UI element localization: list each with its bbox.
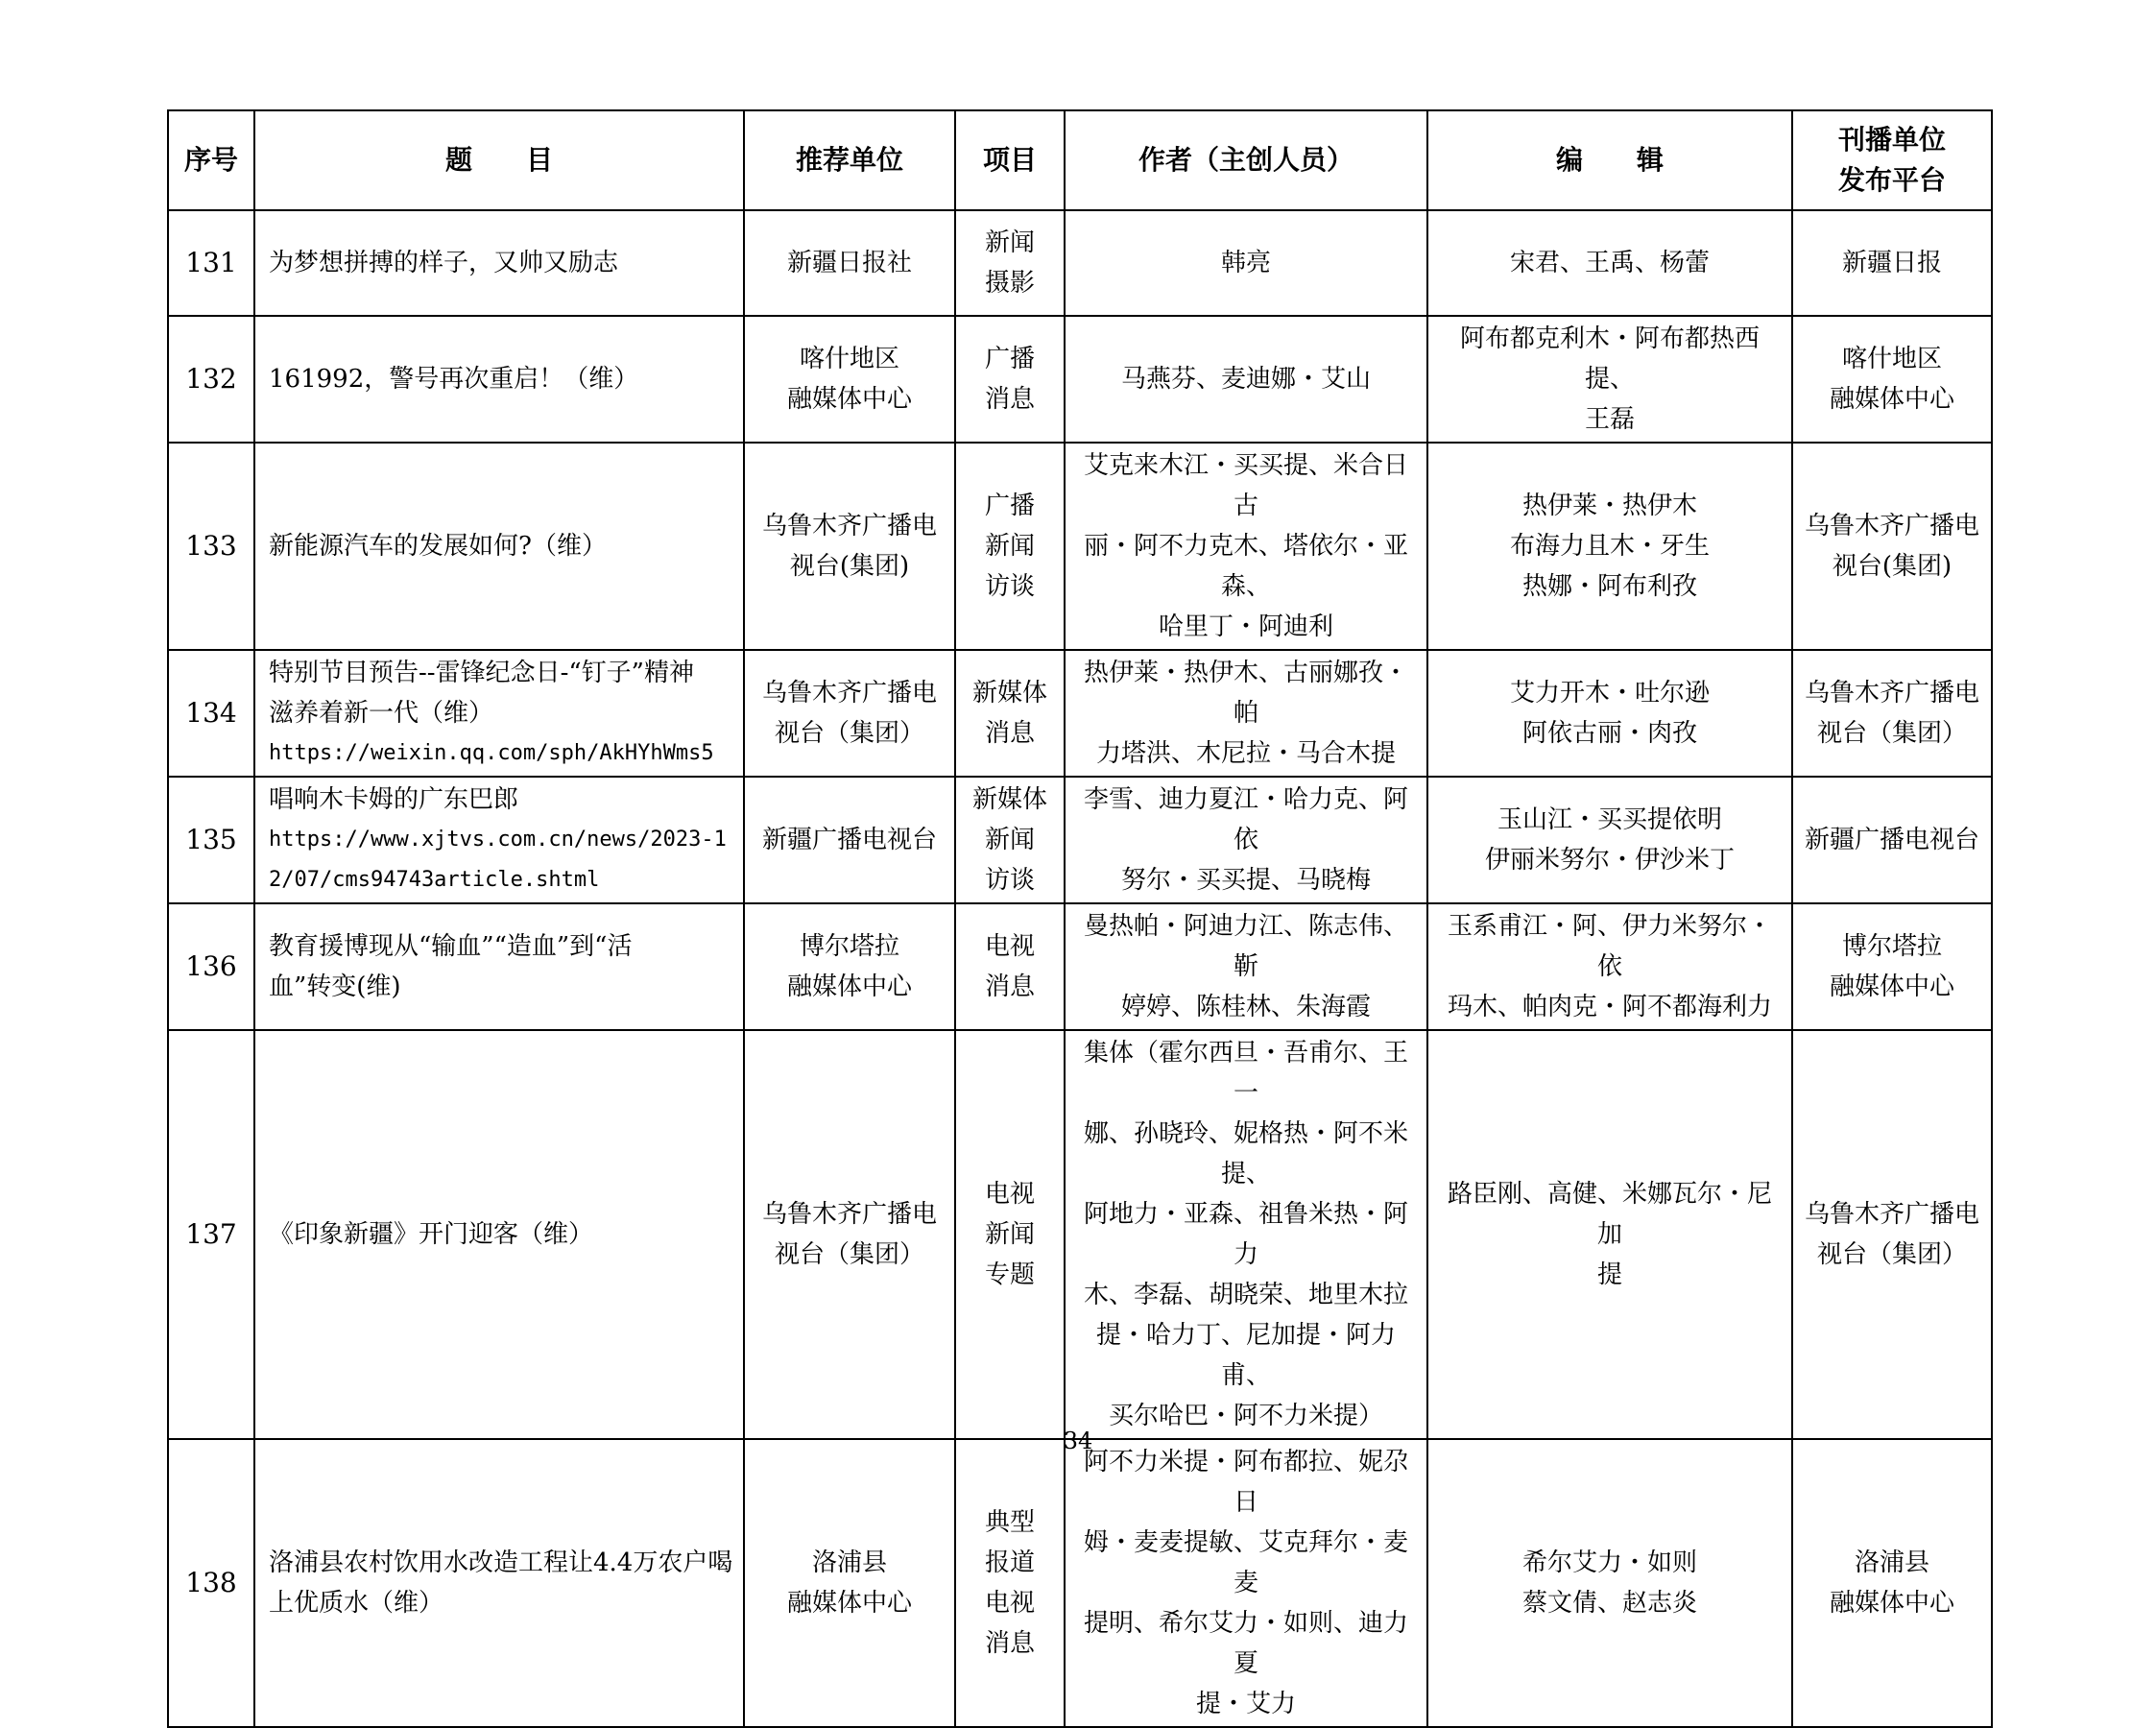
authors-line: 买尔哈巴・阿不力米提） [1108, 1402, 1383, 1430]
cell-publisher [1792, 443, 1992, 650]
cell-publisher [1792, 1030, 1992, 1439]
title-line: 教育援博现从“输血”“造血”到“活 [269, 932, 633, 961]
authors-line: 力塔洪、木尼拉・马合木提 [1095, 739, 1396, 768]
authors-line: 马燕芬、麦迪娜・艾山 [1120, 365, 1371, 394]
title-line: 《印象新疆》开门迎客（维） [269, 1220, 594, 1249]
cell-publisher [1792, 316, 1992, 443]
table-row [168, 1439, 1992, 1727]
publisher-line: 视台(集团) [1832, 552, 1952, 581]
cell-category [955, 316, 1065, 443]
cell-index: 137 [168, 1030, 254, 1439]
publisher-line: 新疆广播电视台 [1804, 826, 1979, 854]
authors-line: 李雪、迪力夏江・哈力克、阿依 [1083, 785, 1408, 854]
title-line: 上优质水（维） [269, 1589, 444, 1618]
recommender-line: 博尔塔拉 [799, 932, 899, 961]
publisher-line: 乌鲁木齐广播电 [1804, 512, 1979, 540]
authors-line: 提明、希尔艾力・如则、迪力夏 [1083, 1609, 1408, 1678]
authors-line: 丽・阿不力克木、塔依尔・亚森、 [1083, 532, 1408, 601]
title-line: 新能源汽车的发展如何?（维） [269, 532, 607, 561]
cell-title [254, 777, 744, 903]
publisher-line: 博尔塔拉 [1841, 932, 1942, 961]
cell-editors [1427, 903, 1792, 1030]
cell-recommender [744, 316, 955, 443]
recommender-line: 视台（集团） [774, 1240, 924, 1269]
cell-publisher [1792, 650, 1992, 777]
cell-authors [1065, 1439, 1427, 1727]
cell-authors [1065, 650, 1427, 777]
publisher-line: 新疆日报 [1841, 249, 1942, 277]
publisher-line: 乌鲁木齐广播电 [1804, 1200, 1979, 1229]
title-url-link[interactable]: https://weixin.qq.com/sph/AkHYhWms5 [269, 741, 714, 765]
cell-index: 134 [168, 650, 254, 777]
title-line: 滋养着新一代（维） [269, 699, 494, 728]
recommender-line: 新疆广播电视台 [761, 826, 937, 854]
header-publisher-line2: 发布平台 [1837, 164, 1946, 196]
header-editors: 编 辑 [1427, 110, 1792, 210]
cell-editors [1427, 443, 1792, 650]
cell-title [254, 316, 744, 443]
editors-line: 王磊 [1584, 405, 1635, 434]
category-line: 新媒体 [971, 785, 1047, 814]
table-row [168, 903, 1992, 1030]
cell-authors [1065, 903, 1427, 1030]
table-row [168, 316, 1992, 443]
category-line: 新闻 [984, 1220, 1035, 1249]
publisher-line: 乌鲁木齐广播电 [1804, 679, 1979, 708]
editors-line: 热伊莱・热伊木 [1521, 492, 1697, 520]
category-line: 电视 [984, 932, 1035, 961]
cell-index: 131 [168, 210, 254, 316]
category-line: 新闻 [984, 826, 1035, 854]
recommender-line: 乌鲁木齐广播电 [761, 679, 937, 708]
cell-authors [1065, 443, 1427, 650]
authors-line: 娜、孙晓玲、妮格热・阿不米提、 [1083, 1119, 1408, 1188]
recommender-line: 新疆日报社 [786, 249, 912, 277]
table-row [168, 1030, 1992, 1439]
editors-line: 蔡文倩、赵志炎 [1521, 1589, 1697, 1618]
category-line: 消息 [984, 385, 1035, 414]
authors-line: 阿不力米提・阿布都拉、妮尕日 [1083, 1448, 1408, 1517]
authors-line: 婷婷、陈桂林、朱海霞 [1120, 993, 1371, 1021]
cell-authors [1065, 210, 1427, 316]
category-line: 广播 [984, 492, 1035, 520]
cell-index: 132 [168, 316, 254, 443]
category-line: 典型 [984, 1508, 1035, 1537]
editors-line: 提 [1596, 1260, 1622, 1289]
table-body [168, 210, 1992, 1727]
category-line: 访谈 [984, 866, 1035, 895]
title-url-link[interactable]: https://www.xjtvs.com.cn/news/2023-12/07/cms94743article.shtml [269, 828, 727, 892]
category-line: 新媒体 [971, 679, 1047, 708]
cell-title [254, 1439, 744, 1727]
cell-authors [1065, 316, 1427, 443]
recommender-line: 融媒体中心 [786, 1589, 912, 1618]
header-authors: 作者（主创人员） [1065, 110, 1427, 210]
editors-line: 玛木、帕肉克・阿不都海利力 [1447, 993, 1772, 1021]
category-line: 电视 [984, 1180, 1035, 1209]
cell-index: 138 [168, 1439, 254, 1727]
cell-editors [1427, 777, 1792, 903]
cell-recommender [744, 443, 955, 650]
header-publisher [1792, 110, 1992, 210]
cell-index: 136 [168, 903, 254, 1030]
category-line: 消息 [984, 1629, 1035, 1658]
category-line: 广播 [984, 345, 1035, 373]
cell-category [955, 1439, 1065, 1727]
title-line: 特别节目预告--雷锋纪念日-“钉子”精神 [269, 659, 694, 687]
title-line: 161992，警号再次重启！（维） [269, 365, 639, 394]
authors-line: 韩亮 [1220, 249, 1271, 277]
cell-title [254, 1030, 744, 1439]
header-index: 序号 [168, 110, 254, 210]
editors-line: 艾力开木・吐尔逊 [1509, 679, 1710, 708]
recommender-line: 融媒体中心 [786, 385, 912, 414]
table-row [168, 777, 1992, 903]
title-line: 血”转变(维) [269, 972, 401, 1001]
category-line: 电视 [984, 1589, 1035, 1618]
authors-line: 曼热帕・阿迪力江、陈志伟、靳 [1083, 912, 1408, 981]
cell-authors [1065, 1030, 1427, 1439]
cell-title [254, 443, 744, 650]
recommender-line: 乌鲁木齐广播电 [761, 512, 937, 540]
cell-publisher [1792, 1439, 1992, 1727]
authors-line: 姆・麦麦提敏、艾克拜尔・麦麦 [1083, 1528, 1408, 1597]
publisher-line: 洛浦县 [1854, 1548, 1929, 1577]
category-line: 消息 [984, 719, 1035, 748]
table-row [168, 443, 1992, 650]
authors-line: 木、李磊、胡晓荣、地里木拉 [1083, 1281, 1408, 1309]
cell-publisher [1792, 777, 1992, 903]
publisher-line: 视台（集团） [1816, 719, 1967, 748]
recommender-line: 洛浦县 [811, 1548, 887, 1577]
editors-line: 希尔艾力・如则 [1521, 1548, 1697, 1577]
authors-line: 哈里丁・阿迪利 [1158, 612, 1333, 641]
editors-line: 热娜・阿布利孜 [1521, 572, 1697, 601]
publisher-line: 融媒体中心 [1829, 1589, 1954, 1618]
page-number: 34 [1063, 1428, 1093, 1454]
cell-recommender [744, 1030, 955, 1439]
authors-line: 努尔・买买提、马晓梅 [1120, 866, 1371, 895]
authors-line: 阿地力・亚森、祖鲁米热・阿力 [1083, 1200, 1408, 1269]
cell-editors [1427, 1439, 1792, 1727]
authors-line: 热伊莱・热伊木、古丽娜孜・帕 [1083, 659, 1408, 728]
category-line: 访谈 [984, 572, 1035, 601]
editors-line: 玉山江・买买提依明 [1497, 805, 1722, 834]
recommender-line: 乌鲁木齐广播电 [761, 1200, 937, 1229]
table-header-row [168, 110, 1992, 210]
awards-table [167, 109, 1993, 1728]
cell-editors [1427, 210, 1792, 316]
authors-line: 提・艾力 [1195, 1690, 1296, 1718]
table-row [168, 210, 1992, 316]
cell-recommender [744, 777, 955, 903]
title-line: 唱响木卡姆的广东巴郎 [269, 785, 519, 814]
title-line: 洛浦县农村饮用水改造工程让4.4万农户喝 [269, 1548, 733, 1577]
cell-recommender [744, 903, 955, 1030]
editors-line: 阿布都克利木・阿布都热西提、 [1459, 324, 1760, 394]
cell-category [955, 443, 1065, 650]
category-line: 消息 [984, 972, 1035, 1001]
header-category: 项目 [955, 110, 1065, 210]
category-line: 新闻 [984, 228, 1035, 257]
category-line: 摄影 [984, 269, 1035, 298]
header-recommender: 推荐单位 [744, 110, 955, 210]
authors-line: 艾克来木江・买买提、米合日古 [1083, 451, 1408, 520]
cell-category [955, 1030, 1065, 1439]
recommender-line: 视台(集团) [789, 552, 910, 581]
cell-recommender [744, 210, 955, 316]
cell-index: 135 [168, 777, 254, 903]
cell-recommender [744, 1439, 955, 1727]
authors-line: 集体（霍尔西旦・吾甫尔、王一 [1083, 1039, 1408, 1108]
header-publisher-line1: 刊播单位 [1837, 124, 1946, 156]
cell-recommender [744, 650, 955, 777]
category-line: 报道 [984, 1548, 1035, 1577]
cell-publisher [1792, 210, 1992, 316]
cell-title [254, 903, 744, 1030]
cell-title [254, 650, 744, 777]
category-line: 专题 [984, 1260, 1035, 1289]
cell-category [955, 650, 1065, 777]
editors-line: 布海力且木・牙生 [1509, 532, 1710, 561]
editors-line: 阿依古丽・肉孜 [1521, 719, 1697, 748]
editors-line: 宋君、王禹、杨蕾 [1509, 249, 1710, 277]
category-line: 新闻 [984, 532, 1035, 561]
recommender-line: 喀什地区 [799, 345, 899, 373]
cell-title [254, 210, 744, 316]
cell-index: 133 [168, 443, 254, 650]
header-title: 题 目 [254, 110, 744, 210]
cell-editors [1427, 316, 1792, 443]
editors-line: 玉系甫江・阿、伊力米努尔・依 [1447, 912, 1772, 981]
cell-category [955, 210, 1065, 316]
title-line: 为梦想拼搏的样子，又帅又励志 [269, 249, 619, 277]
recommender-line: 融媒体中心 [786, 972, 912, 1001]
publisher-line: 喀什地区 [1841, 345, 1942, 373]
publisher-line: 视台（集团） [1816, 1240, 1967, 1269]
editors-line: 伊丽米努尔・伊沙米丁 [1484, 846, 1735, 875]
cell-category [955, 777, 1065, 903]
cell-publisher [1792, 903, 1992, 1030]
publisher-line: 融媒体中心 [1829, 972, 1954, 1001]
authors-line: 提・哈力丁、尼加提・阿力甫、 [1095, 1321, 1396, 1390]
recommender-line: 视台（集团） [774, 719, 924, 748]
cell-category [955, 903, 1065, 1030]
cell-editors [1427, 1030, 1792, 1439]
cell-editors [1427, 650, 1792, 777]
publisher-line: 融媒体中心 [1829, 385, 1954, 414]
table-row [168, 650, 1992, 777]
cell-authors [1065, 777, 1427, 903]
editors-line: 路臣刚、高健、米娜瓦尔・尼加 [1447, 1180, 1772, 1249]
